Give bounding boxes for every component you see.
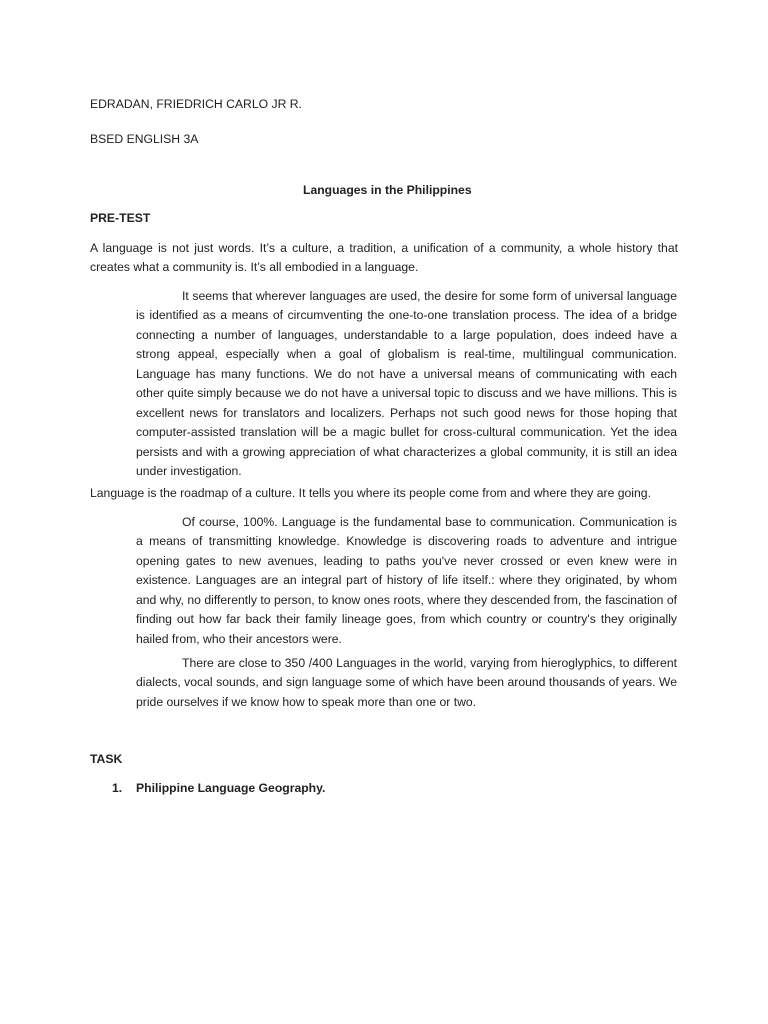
pretest-answer-2: Language is the roadmap of a culture. It tells you where its people come from and where they are going. <box>90 486 651 500</box>
pretest-quote-1: It seems that wherever languages are used, the desire for some form of universal language is identified as a means of circumventing the one-to-one translation process. The idea of a bridge connecting a number of languages, understandable to a large population, does indeed have a strong appeal, especially when a goal of globalism is real-time, multilingual communication. Language has many functions. We do not have a universal means of communicating with each other quite simply because we do not have a universal topic to discuss and we have millions. This is excellent news for translators and localizers. Perhaps not such good news for those hoping that computer-assisted translation will be a magic bullet for cross-cultural communication. Yet the idea persists and with a growing appreciation of what characterizes a global community, it is still an idea under investigation. <box>136 289 677 479</box>
pretest-answer-1: A language is not just words. It’s a culture, a tradition, a unification of a community, a whole history that creates what a community is. It’s all embodied in a language. <box>90 241 678 275</box>
task-item-label: Philippine Language Geography. <box>136 781 326 795</box>
pretest-heading: PRE-TEST <box>90 211 151 225</box>
pretest-quote-3: There are close to 350 /400 Languages in the world, varying from hieroglyphics, to different dialects, vocal sounds, and sign language some of which have been around thousands of years. We pride ourselves if we know how to speak more than one or two. <box>136 656 677 709</box>
task-item-number: 1. <box>112 781 123 795</box>
pretest-quote-2: Of course, 100%. Language is the fundamental base to communication. Communication is a means of transmitting knowledge. Knowledge is discovering roads to adventure and intrigue opening gates to new avenues, leading to paths you've never crossed or even knew were in existence. Languages are an integral part of history of life itself.: where they originated, by whom and why, no differently to person, to know ones roots, where they descended from, the fascination of finding out how far back their family lineage goes, from which country or country's they originally hailed from, who their ancestors were. <box>136 515 677 646</box>
task-heading: TASK <box>90 752 123 766</box>
student-name: EDRADAN, FRIEDRICH CARLO JR R. <box>90 97 302 111</box>
course-section: BSED ENGLISH 3A <box>90 132 199 146</box>
document-title: Languages in the Philippines <box>303 183 472 197</box>
